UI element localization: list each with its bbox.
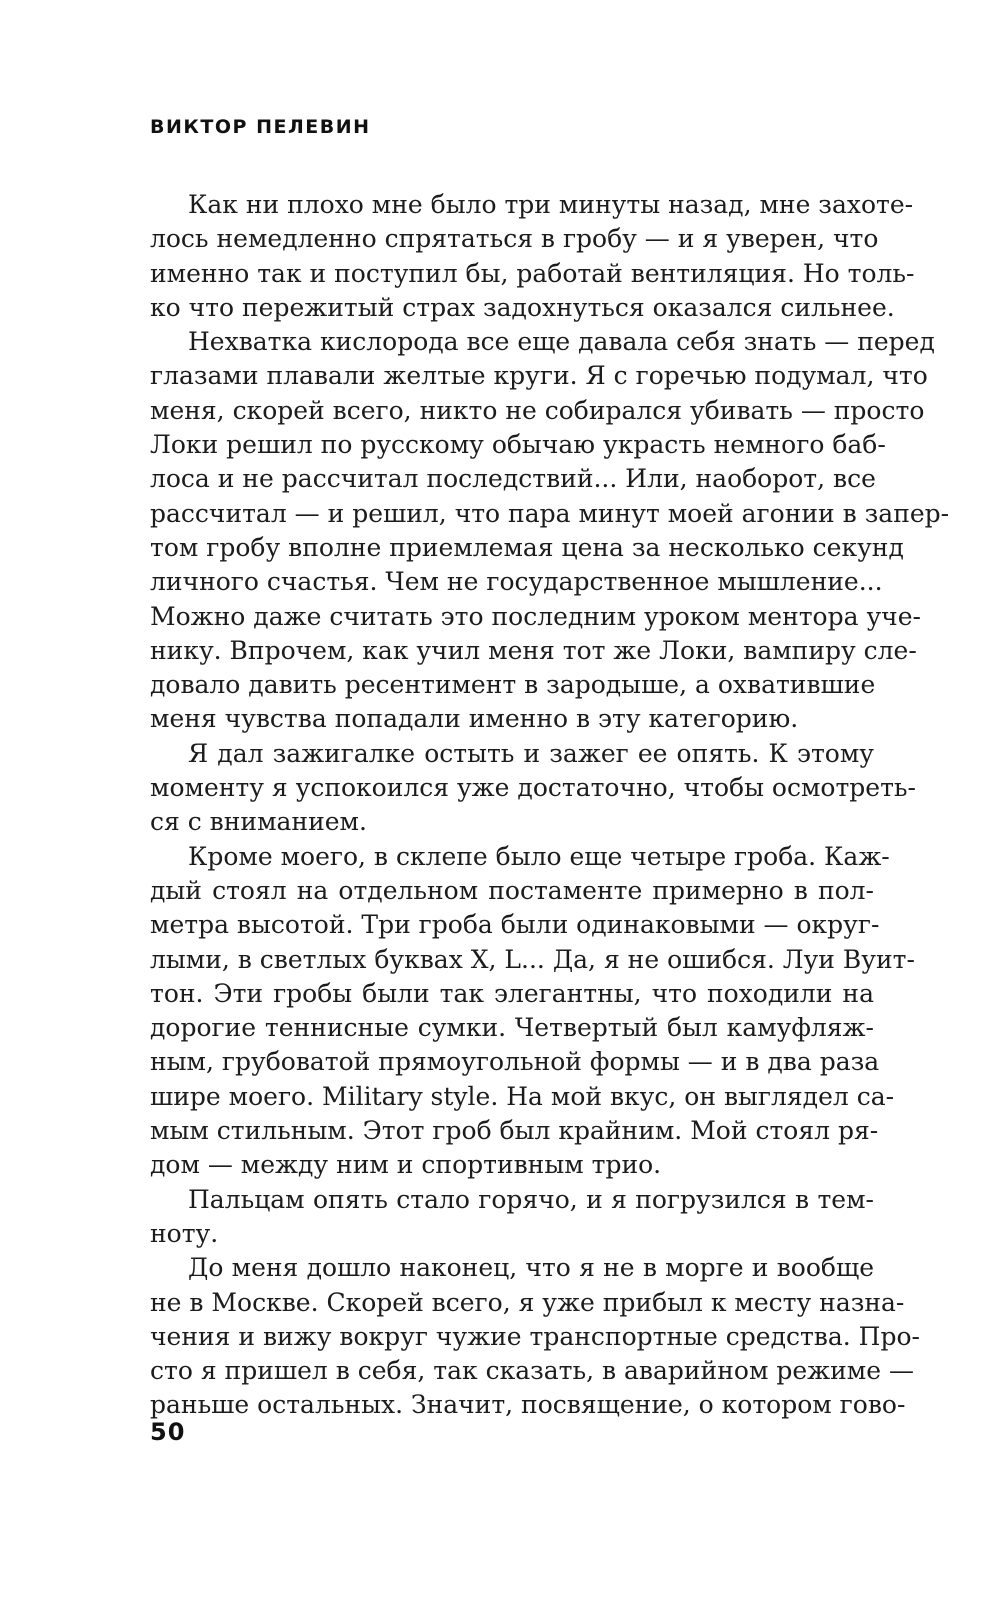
text-line: Пальцам опять стало горячо, и я погрузился в тем- xyxy=(188,1184,874,1214)
text-line: Нехватка кислорода все еще давала себя знать — перед xyxy=(188,327,935,357)
text-line: ным, грубоватой прямоугольной формы — и в два раза xyxy=(150,1047,880,1077)
text-line: До меня дошло наконец, что я не в морге и вообще xyxy=(188,1253,874,1283)
text-line: рассчитал — и решил, что пара минут моей агонии в запер- xyxy=(150,498,950,528)
text-line: шире моего. Military style. На мой вкус, он выглядел са- xyxy=(150,1081,895,1111)
running-title: ВИКТОР ПЕЛЕВИН xyxy=(150,116,371,138)
text-line: метра высотой. Три гроба были одинаковыми — округ- xyxy=(150,910,880,940)
text-line: дый стоял на отдельном постаменте примерно в пол- xyxy=(150,875,874,905)
text-line: личного счастья. Чем не государственное мышление... xyxy=(150,567,883,597)
text-line: раньше остальных. Значит, посвящение, о котором гово- xyxy=(150,1390,906,1420)
text-line: мым стильным. Этот гроб был крайним. Мой стоял ря- xyxy=(150,1116,879,1146)
text-line: Кроме моего, в склепе было еще четыре гроба. Каж- xyxy=(188,841,890,871)
page-number: 50 xyxy=(150,1418,186,1446)
text-line: дом — между ним и спортивным трио. xyxy=(150,1150,662,1180)
text-line: том гробу вполне приемлемая цена за несколько секунд xyxy=(150,532,904,562)
text-line: нику. Впрочем, как учил меня тот же Локи, вампиру сле- xyxy=(150,635,917,665)
text-line: ко что пережитый страх задохнуться оказался сильнее. xyxy=(150,292,895,322)
text-line: моменту я успокоился уже достаточно, чтобы осмотреть- xyxy=(150,773,916,803)
text-line: довало давить ресентимент в зародыше, а охватившие xyxy=(150,670,876,700)
text-line: лось немедленно спрятаться в гробу — и я уверен, что xyxy=(150,224,879,254)
body-text xyxy=(150,188,950,1423)
text-line: Локи решил по русскому обычаю украсть немного баб- xyxy=(150,430,886,460)
text-line: ноту. xyxy=(150,1218,219,1248)
text-line: глазами плавали желтые круги. Я с горечью подумал, что xyxy=(150,361,928,391)
text-line: Можно даже считать это последним уроком ментора уче- xyxy=(150,601,921,631)
text-line: сто я пришел в себя, так сказать, в аварийном режиме — xyxy=(150,1356,914,1386)
text-line: меня чувства попадали именно в эту категорию. xyxy=(150,704,799,734)
text-line: тон. Эти гробы были так элегантны, что походили на xyxy=(150,978,874,1008)
text-line: чения и вижу вокруг чужие транспортные средства. Про- xyxy=(150,1321,920,1351)
text-line: лыми, в светлых буквах X, L... Да, я не ошибся. Луи Вуит- xyxy=(150,944,915,974)
text-line: лоса и не рассчитал последствий... Или, наоборот, все xyxy=(150,464,876,494)
text-line: меня, скорей всего, никто не собирался убивать — просто xyxy=(150,395,925,425)
text-line: ся с вниманием. xyxy=(150,807,367,837)
text-line: Я дал зажигалке остыть и зажег ее опять. К этому xyxy=(188,738,874,768)
text-line: дорогие теннисные сумки. Четвертый был камуфляж- xyxy=(150,1013,874,1043)
text-line: не в Москве. Скорей всего, я уже прибыл к месту назна- xyxy=(150,1287,905,1317)
text-line: Как ни плохо мне было три минуты назад, мне захоте- xyxy=(188,190,914,219)
text-line: именно так и поступил бы, работай вентиляция. Но толь- xyxy=(150,258,915,288)
